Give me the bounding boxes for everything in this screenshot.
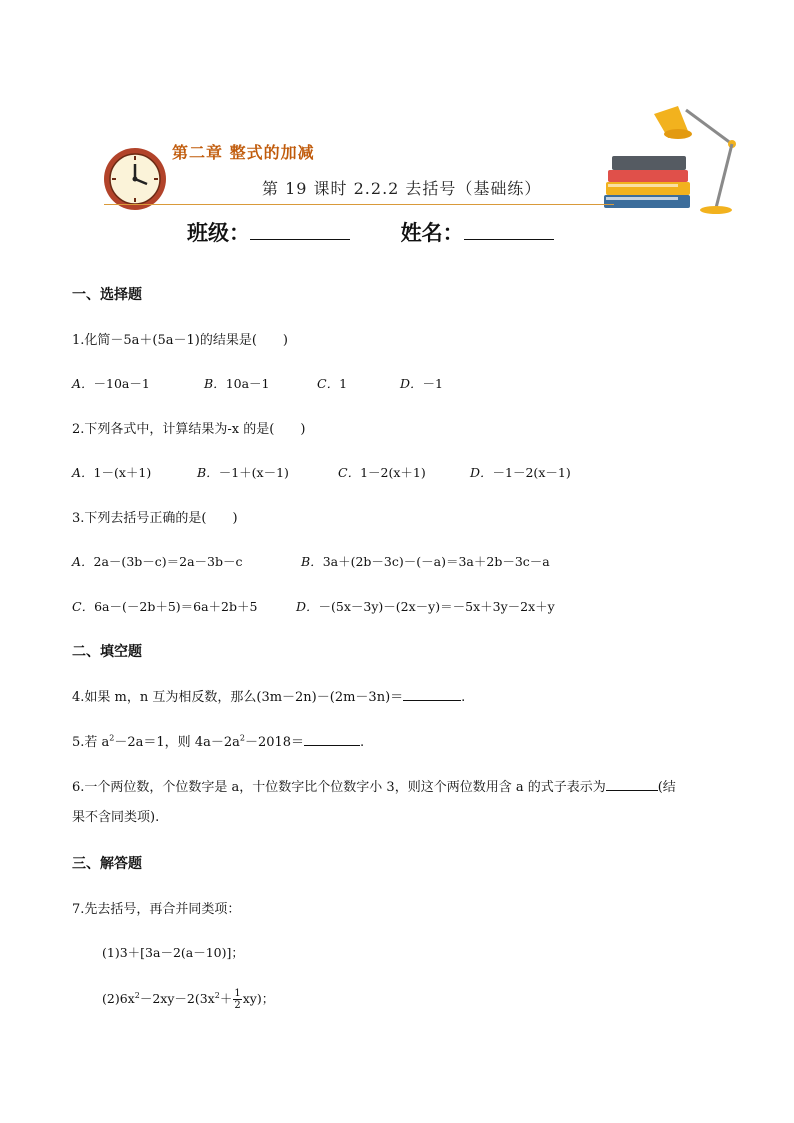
q7-part-1: (1)3＋[3a－2(a－10)]； [102,945,244,960]
q2-option-b[interactable]: B．－1＋(x－1) [197,465,289,480]
clock-icon [102,146,168,212]
section-solve: 三、解答题 [72,856,142,872]
student-info-row [187,217,554,247]
lesson-title: 第 19 课时 2.2.2 去括号（基础练） [262,179,542,198]
q6-answer-blank[interactable] [606,790,658,791]
question-5: 5.若 $a^2-2a=1$，则 $4a-2a^2-2018=$ . [72,733,365,750]
class-label: 班级： [187,221,250,245]
q1-option-b[interactable]: B．10a－1 [204,376,270,391]
q3-option-d[interactable]: D．－(5x－3y)－(2x－y)＝－5x＋3y－2x＋y [296,599,555,614]
q1-option-d[interactable]: D．－1 [400,376,443,391]
chapter-title: 第二章 整式的加减 [172,143,315,162]
q7-part-2: $(2)6x^2-2xy-2(3x^2+$ $\frac{1}{2}$ xy)； [102,988,275,1011]
q2-option-c[interactable]: C．1－2(x＋1) [338,465,426,480]
q5-answer-blank[interactable] [304,745,360,746]
q3-option-a[interactable]: A．2a－(3b－c)＝2a－3b－c [72,554,243,569]
q3-option-b[interactable]: B．3a＋(2b－3c)－(－a)＝3a＋2b－3c－a [301,554,550,569]
q2-option-a[interactable]: A．1－(x＋1) [72,465,152,480]
q1-option-c[interactable]: C．1 [317,376,348,391]
section-choice: 一、选择题 [72,287,142,303]
q3-option-c[interactable]: C．6a－(－2b＋5)＝6a＋2b＋5 [72,599,258,614]
q4-answer-blank[interactable] [403,700,461,701]
question-4: 4.如果 m，n 互为相反数，那么(3m－2n)－(2m－3n)＝ . [72,690,466,705]
header-divider [104,204,614,205]
question-2: 2.下列各式中，计算结果为-x 的是( ) [72,422,306,437]
name-label: 姓名： [400,221,464,245]
q1-option-a[interactable]: A．－10a－1 [72,376,150,391]
question-7: 7.先去括号，再合并同类项： [72,902,241,917]
q2-option-d[interactable]: D．－1－2(x－1) [470,465,571,480]
fraction-one-half: $\frac{1}{2}$ [234,988,241,1011]
class-blank[interactable] [250,239,350,240]
question-6-cont: 果不含同类项). [72,810,160,825]
section-fill-blank: 二、填空题 [72,644,142,660]
question-1: 1.化简－5a＋(5a－1)的结果是( ) [72,333,289,348]
question-6: 6.一个两位数，个位数字是 a，十位数字比个位数字小 3，则这个两位数用含 a 的式子表示为 (结 [72,780,676,795]
name-blank[interactable] [464,239,554,240]
books-lamp-illustration [598,96,740,218]
question-3: 3.下列去括号正确的是( ) [72,511,238,526]
